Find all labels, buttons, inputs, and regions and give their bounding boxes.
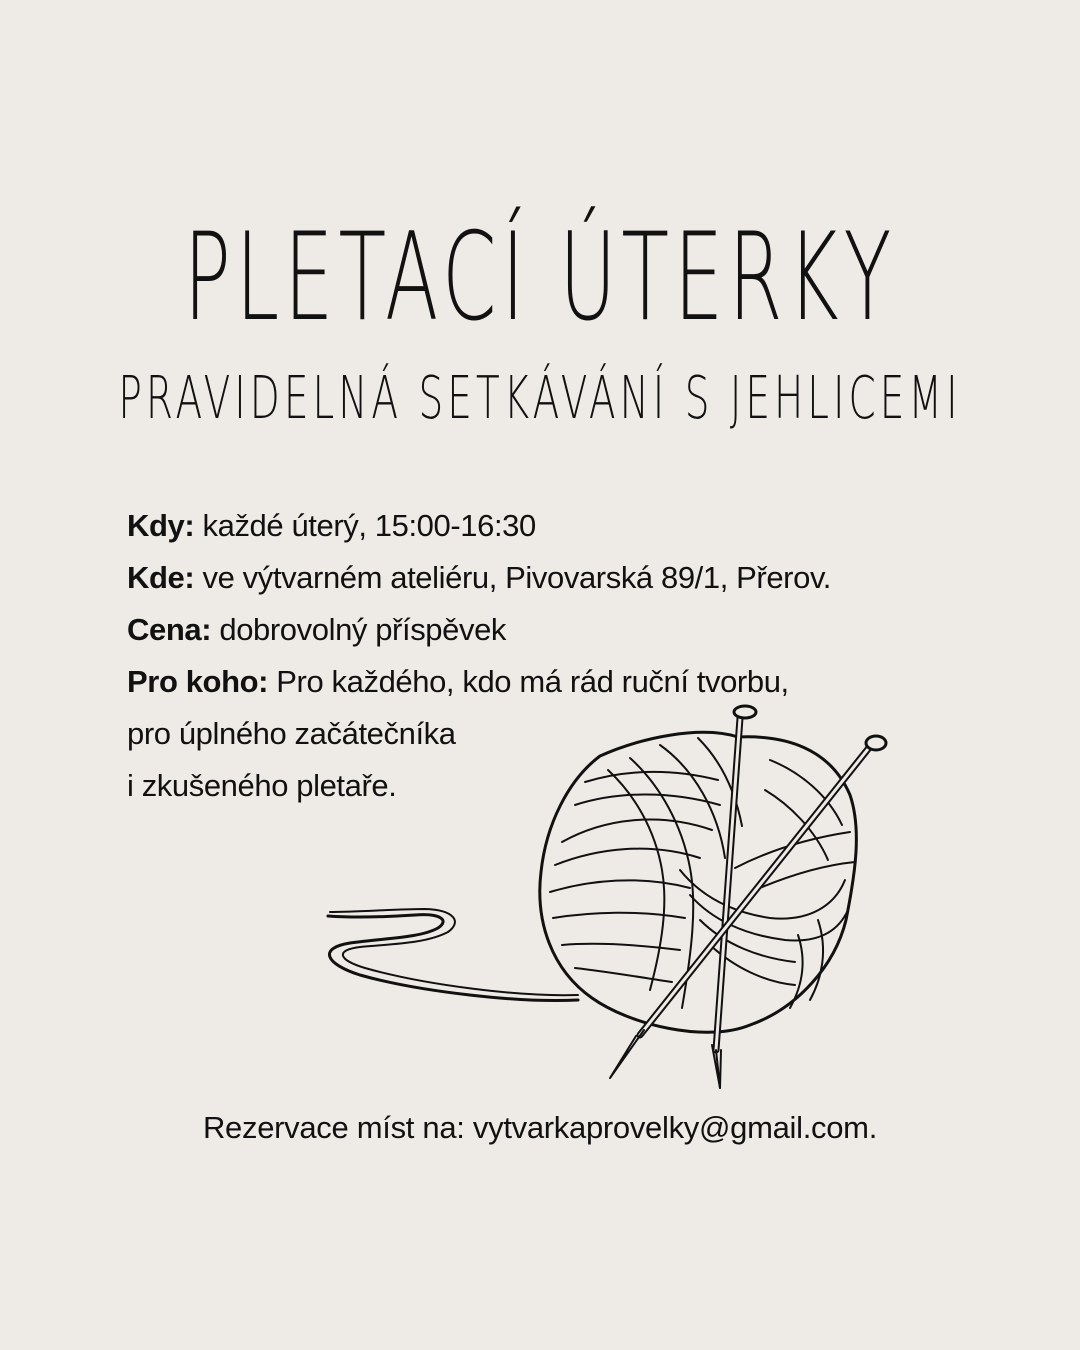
price-value: dobrovolný příspěvek	[211, 612, 507, 647]
where-line	[127, 552, 831, 604]
when-line	[127, 500, 831, 552]
yarn-ball-with-knitting-needles-icon	[315, 695, 910, 1095]
when-label: Kdy:	[127, 508, 195, 543]
price-line	[127, 604, 831, 656]
price-label: Cena:	[127, 612, 212, 647]
poster-title: PLETACÍ ÚTERKY	[183, 208, 897, 349]
where-label: Kde:	[127, 560, 195, 595]
audience-value: Pro každého, kdo má rád ruční tvorbu,	[268, 664, 789, 699]
poster-subtitle: PRAVIDELNÁ SETKÁVÁNÍ S JEHLICEMI	[118, 365, 962, 433]
audience-line-3: i zkušeného pletaře.	[127, 768, 397, 803]
where-value: ve výtvarném ateliéru, Pivovarská 89/1, Přerov.	[194, 560, 831, 595]
audience-line-2: pro úplného začátečníka	[127, 716, 456, 751]
audience-label: Pro koho:	[127, 664, 269, 699]
reservation-note: Rezervace míst na: vytvarkaprovelky@gmail.com.	[202, 1110, 878, 1145]
when-value: každé úterý, 15:00-16:30	[194, 508, 536, 543]
